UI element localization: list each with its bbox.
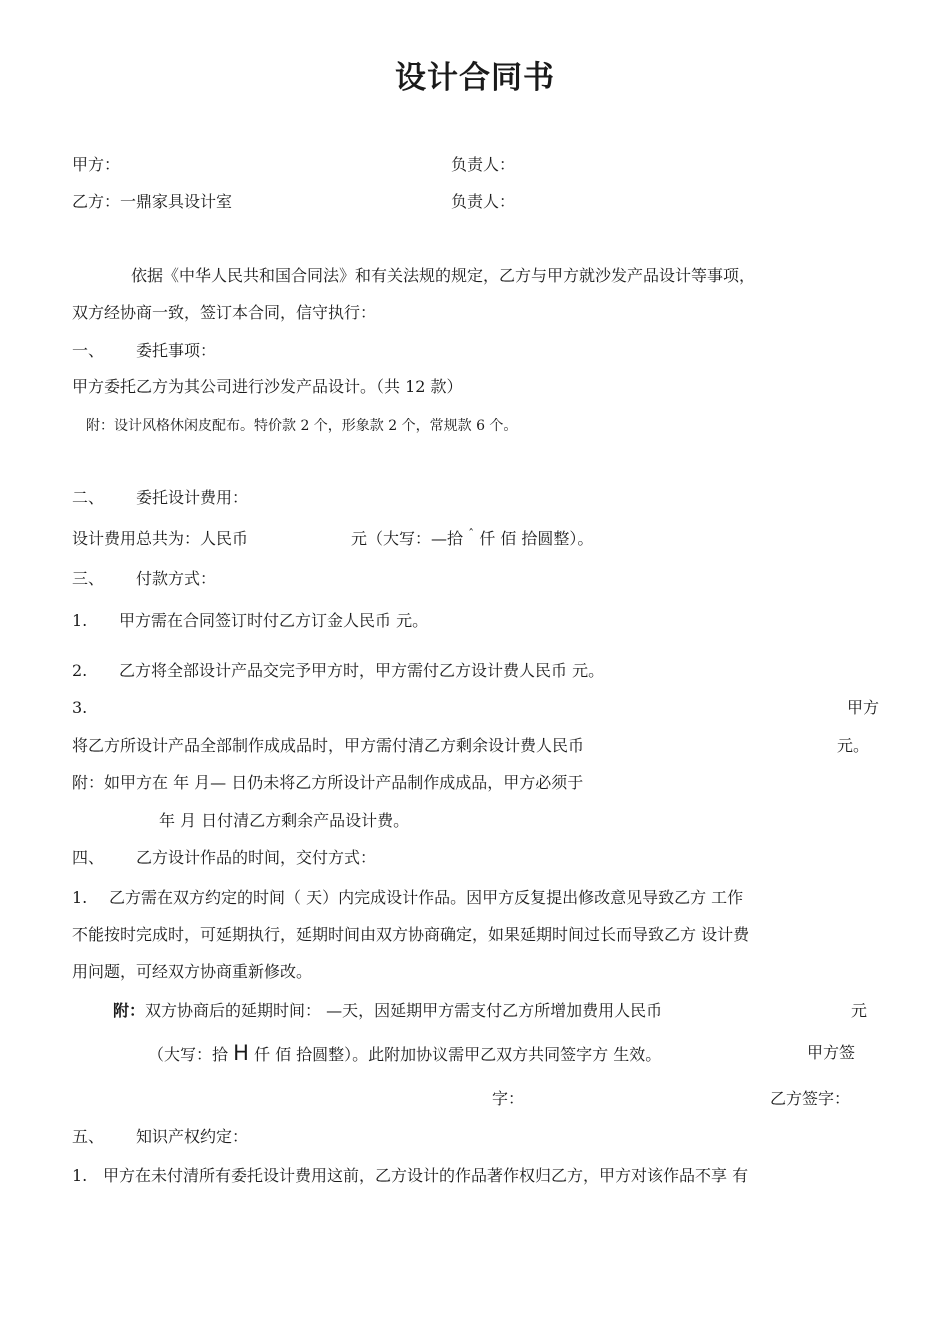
section-2-heading: 委托设计费用： [136,488,249,507]
ip-item-1-number: 1. [72,1166,88,1185]
payment-item-1: 甲方需在合同签订时付乙方订金人民币 元。 [119,611,429,630]
party-b: 乙方：一鼎家具设计室 [72,192,233,211]
signature-party-a-label: 甲方签 [807,1043,856,1062]
delay-note-line-2 [148,1043,661,1065]
fee-label: 设计费用总共为：人民币 [72,529,249,548]
payment-item-3-party: 甲方 [847,698,880,717]
fee-part-2: 仟 佰 拾圆整）。 [479,529,594,548]
section-2-number: 二、 [72,488,105,507]
section-4-number: 四、 [72,848,105,867]
payment-item-3-number: 3. [72,698,88,717]
payment-item-3-yuan: 元。 [837,736,870,755]
fee-part-1: 元（大写：—拾 [351,529,464,548]
party-b-head-label: 负责人： [451,192,516,211]
payment-note-line-1: 附：如甲方在 年 月— 日仍未将乙方所设计产品制作成成品，甲方必须于 [72,773,584,792]
payment-item-2: 乙方将全部设计产品交完予甲方时，甲方需付乙方设计费人民币 元。 [119,661,605,680]
ip-item-1: 甲方在未付清所有委托设计费用这前，乙方设计的作品著作权归乙方，甲方对该作品不享 有 [103,1166,749,1185]
section-4-heading: 乙方设计作品的时间，交付方式： [136,848,377,867]
payment-item-2-number: 2. [72,661,88,680]
signature-party-a-label-cont: 字： [492,1089,525,1108]
delivery-item-1-number: 1. [72,888,88,907]
section-1-heading: 委托事项： [136,341,217,360]
document-title: 设计合同书 [395,60,555,96]
delay-note-line-1 [113,1001,662,1021]
section-5-number: 五、 [72,1127,105,1146]
section-3-number: 三、 [72,569,105,588]
payment-note-line-2: 年 月 日付清乙方剩余产品设计费。 [159,811,410,830]
section-1-number: 一、 [72,341,105,360]
delay-note-line-2-h: H [233,1041,249,1065]
fee-amount-words [351,529,593,550]
fee-caret: ˆ [468,527,475,541]
delivery-item-1-line-2: 不能按时完成时，可延期执行，延期时间由双方协商确定，如果延期时间过长而导致乙方 设计费 [72,925,750,944]
intro-line-1: 依据《中华人民共和国合同法》和有关法规的规定，乙方与甲方就沙发产品设计等事项， [131,266,756,285]
party-a-label: 甲方： [72,155,121,174]
section-3-heading: 付款方式： [136,569,217,588]
delivery-item-1-line-3: 用问题，可经双方协商重新修改。 [72,962,313,981]
delay-note-line-2-a: （大写：拾 [148,1045,229,1064]
payment-item-1-number: 1. [72,611,88,630]
payment-item-3-line-2: 将乙方所设计产品全部制作成成品时，甲方需付清乙方剩余设计费人民币 [72,736,585,755]
intro-line-2: 双方经协商一致，签订本合同，信守执行： [72,303,377,322]
section-1-line: 甲方委托乙方为其公司进行沙发产品设计。（共 12 款） [72,377,463,396]
party-a-head-label: 负责人： [451,155,516,174]
signature-party-b-label: 乙方签字： [770,1089,851,1108]
delay-note-label: 附： [113,1001,146,1020]
delivery-item-1-line-1: 乙方需在双方约定的时间（ 天）内完成设计作品。因甲方反复提出修改意见导致乙方 工作 [109,888,744,907]
delay-note-text: 双方协商后的延期时间： —天，因延期甲方需支付乙方所增加费用人民币 [145,1001,663,1020]
delay-note-line-2-b: 仟 佰 拾圆整）。此附加协议需甲乙双方共同签字方 生效。 [254,1045,662,1064]
delay-note-yuan: 元 [851,1001,868,1020]
section-5-heading: 知识产权约定： [136,1127,249,1146]
section-1-note: 附：设计风格休闲皮配布。特价款 2 个，形象款 2 个，常规款 6 个。 [86,418,518,434]
